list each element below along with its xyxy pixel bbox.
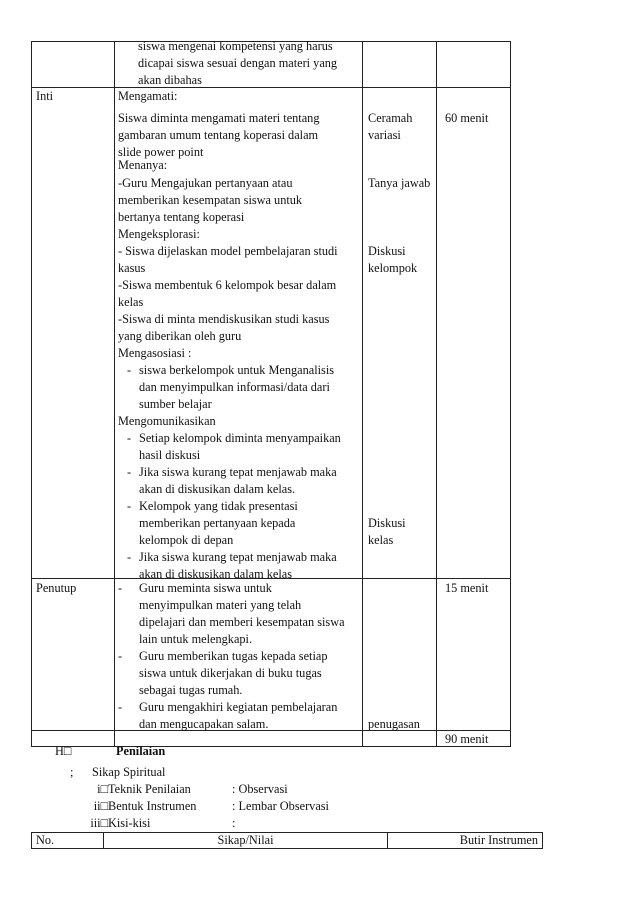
method-text: kelompok: [368, 261, 418, 275]
text-line: Mengamati:: [118, 89, 178, 103]
method-text: Tanya jawab: [368, 176, 431, 190]
list-item-line: dipelajari dan memberi kesempatan siswa: [139, 615, 345, 629]
numeral: ii: [93, 799, 101, 813]
text-line: - Siswa dijelaskan model pembelajaran studi: [118, 244, 338, 258]
komunikasi-label: Mengomunikasikan: [118, 414, 216, 428]
method-text: kelas: [368, 533, 394, 547]
header-col-line: [542, 832, 543, 849]
row-label: Kisi-kisi: [108, 816, 151, 830]
total-time: 90 menit: [445, 732, 489, 746]
header-border-bottom: [31, 848, 543, 849]
row-number: [86, 781, 108, 798]
list-item-line: dan mengucapakan salam.: [139, 717, 269, 731]
penutup-time: 15 menit: [445, 581, 489, 595]
list-dash: -: [127, 431, 132, 445]
header-sikap-nilai: Sikap/Nilai: [217, 833, 274, 847]
method-text: Diskusi: [368, 244, 406, 258]
text-line: Mengeksplorasi:: [118, 227, 200, 241]
sub-marker: ;: [70, 765, 74, 779]
list-item-line: Jika siswa kurang tepat menjawab maka: [139, 550, 337, 564]
text-line: -Guru Mengajukan pertanyaan atau: [118, 176, 293, 190]
list-item-line: sumber belajar: [139, 397, 212, 411]
row-label: Bentuk Instrumen: [108, 799, 197, 813]
list-dash: -: [118, 649, 123, 663]
header-butir-instrumen: Butir Instrumen: [459, 833, 538, 847]
text-line: dicapai siswa sesuai dengan materi yang: [138, 56, 338, 70]
row-number: [76, 815, 108, 832]
col-line-2: [114, 41, 115, 747]
list-item-line: akan di diskusikan dalam kelas.: [139, 482, 296, 496]
row-value: : Lembar Observasi: [232, 799, 329, 813]
box-glyph: □: [100, 782, 108, 796]
section-marker: [55, 743, 71, 760]
list-dash: -: [127, 499, 132, 513]
list-item-line: Guru mengakhiri kegiatan pembelajaran: [139, 700, 338, 714]
list-item-line: menyimpulkan materi yang telah: [139, 598, 302, 612]
list-item-line: Jika siswa kurang tepat menjawab maka: [139, 465, 337, 479]
text-line: akan dibahas: [138, 73, 202, 87]
list-item-line: sebagai tugas rumah.: [139, 683, 243, 697]
text-line: -Siswa membentuk 6 kelompok besar dalam: [118, 278, 337, 292]
list-dash: -: [127, 465, 132, 479]
text-line: memberikan kesempatan siswa untuk: [118, 193, 303, 207]
list-item-line: akan di diskusikan dalam kelas: [139, 567, 292, 581]
text-line: Menanya:: [118, 158, 168, 172]
method-text: variasi: [368, 128, 401, 142]
list-dash: -: [118, 700, 123, 714]
text-line: gambaran umum tentang koperasi dalam: [118, 128, 319, 142]
list-dash: -: [118, 581, 123, 595]
text-line: slide power point: [118, 145, 204, 159]
text-line: kelas: [118, 295, 144, 309]
method-text: Diskusi: [368, 516, 406, 530]
text-line: Mengasosiasi :: [118, 346, 192, 360]
text-line: Siswa diminta mengamati materi tentang: [118, 111, 320, 125]
text-line: bertanya tentang koperasi: [118, 210, 245, 224]
box-glyph: □: [100, 816, 108, 830]
box-glyph: □: [100, 799, 108, 813]
list-dash: -: [127, 363, 132, 377]
header-no: No.: [36, 833, 55, 847]
row-value: : Observasi: [232, 782, 288, 796]
list-item-line: dan menyimpulkan informasi/data dari: [139, 380, 330, 394]
table-border-bottom: [31, 746, 511, 747]
list-item-line: Guru meminta siswa untuk: [139, 581, 272, 595]
list-item-line: siswa untuk dikerjakan di buku tugas: [139, 666, 322, 680]
numeral: i: [97, 782, 101, 796]
row-value: :: [232, 816, 236, 830]
row-divider-inti: [31, 87, 511, 88]
list-item-line: kelompok di depan: [139, 533, 234, 547]
list-item-line: siswa berkelompok untuk Menganalisis: [139, 363, 335, 377]
row-number: [80, 798, 108, 815]
section-heading: Penilaian: [116, 744, 166, 758]
marker-letter: H: [55, 744, 64, 758]
list-item-line: hasil diskusi: [139, 448, 201, 462]
row-divider-total: [31, 730, 511, 731]
text-line: kasus: [118, 261, 146, 275]
phase-penutup: Penutup: [36, 581, 77, 595]
list-dash: -: [127, 550, 132, 564]
header-col-line: [31, 832, 32, 849]
sub-title: Sikap Spiritual: [92, 765, 166, 779]
box-glyph: □: [63, 744, 72, 758]
text-line: -Siswa di minta mendiskusikan studi kasus: [118, 312, 330, 326]
col-line-5: [510, 41, 511, 747]
text-line: siswa mengenai kompetensi yang harus: [138, 39, 333, 53]
row-label: Teknik Penilaian: [108, 782, 191, 796]
inti-time: 60 menit: [445, 111, 489, 125]
text-line: yang diberikan oleh guru: [118, 329, 242, 343]
numeral: iii: [90, 816, 101, 830]
list-item-line: Kelompok yang tidak presentasi: [139, 499, 298, 513]
penutup-method: penugasan: [368, 717, 420, 731]
list-item-line: Setiap kelompok diminta menyampaikan: [139, 431, 341, 445]
col-line-1: [31, 41, 32, 747]
method-text: Ceramah: [368, 111, 413, 125]
col-line-3: [362, 41, 363, 747]
list-item-line: memberikan pertanyaan kepada: [139, 516, 296, 530]
phase-inti: Inti: [36, 89, 54, 103]
list-item-line: Guru memberikan tugas kepada setiap: [139, 649, 328, 663]
col-line-4: [436, 41, 437, 747]
list-item-line: lain untuk melengkapi.: [139, 632, 253, 646]
